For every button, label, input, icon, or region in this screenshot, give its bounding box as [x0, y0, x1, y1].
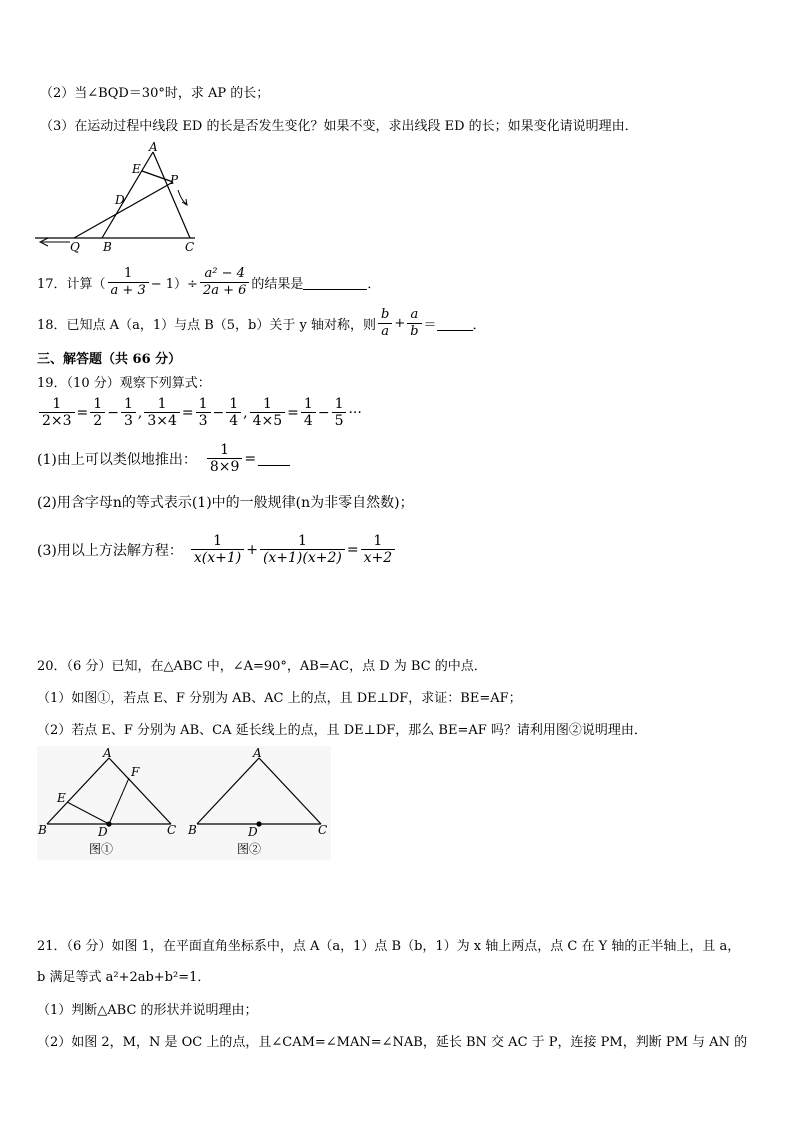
ex-frac-a: $\frac{1}{2\times 3}$	[39, 396, 75, 429]
label-b: B	[103, 240, 112, 254]
q17-end: ．	[367, 277, 381, 292]
q19-part1	[37, 442, 290, 475]
q20-part1: （1）如图①，若点 E、F 分别为 AB、AC 上的点，且 DE⊥DF，求证：BE=AF；	[37, 691, 522, 706]
f2-label-c: C	[318, 823, 328, 837]
q19-p1-text: (1)由上可以类似地推出：	[37, 451, 197, 468]
fig1-caption: 图①	[89, 842, 114, 856]
ex-minus: −	[212, 404, 225, 421]
q20-intro: 20．（6 分）已知，在△ABC 中，∠A=90°，AB=AC，点 D 为 BC 的中点．	[37, 659, 487, 674]
f1-label-c: C	[167, 823, 177, 837]
ex-minus: −	[317, 404, 330, 421]
q19-intro: 19．（10 分）观察下列算式：	[37, 376, 211, 391]
ex-frac-h: $\frac{1}{4}$	[301, 396, 316, 429]
q19-example	[37, 396, 362, 429]
ex-minus: −	[107, 404, 119, 421]
f1-label-f: F	[131, 765, 140, 779]
ex-frac-b: $\frac{1}{2}$	[90, 396, 105, 429]
f1-label-d: D	[98, 825, 108, 839]
fig2-caption: 图②	[237, 842, 262, 856]
q17-f1-num: 1	[108, 266, 149, 283]
f1-label-e: E	[57, 791, 66, 805]
q18-plus: +	[394, 316, 406, 331]
q18-answer-blank[interactable]	[437, 316, 473, 331]
ex-frac-g: $\frac{1}{4\times 5}$	[250, 396, 286, 429]
section3-title: 三、解答题（共 66 分）	[37, 352, 182, 367]
f2-label-d: D	[248, 825, 258, 839]
f2-label-b: B	[188, 823, 197, 837]
ex-frac-c: $\frac{1}{3}$	[121, 396, 136, 429]
q17-mid: − 1）÷	[150, 277, 198, 292]
ex-ellipsis: ···	[348, 404, 362, 421]
ex-frac-i: $\frac{1}{5}$	[332, 396, 347, 429]
q21-part2: （2）如图 2，M，N 是 OC 上的点，且∠CAM=∠MAN=∠NAB，延长 BN 交 AC 于 P，连接 PM，判断 PM 与 AN 的	[37, 1035, 748, 1050]
ex-frac-e: $\frac{1}{3}$	[196, 396, 211, 429]
q19-eq-frac-a: $\frac{1}{x(x+1)}$	[191, 533, 244, 566]
q17-answer-blank[interactable]	[303, 275, 367, 290]
f2-label-a: A	[253, 746, 262, 760]
q20-figures	[37, 746, 331, 860]
label-e: E	[132, 162, 141, 176]
label-d: D	[115, 193, 125, 207]
ex-eq: =	[76, 404, 89, 421]
q18-f2-num: a	[407, 307, 421, 324]
q18-f1-num: b	[378, 307, 392, 324]
label-p: P	[170, 173, 179, 187]
q18	[37, 307, 486, 340]
q19-part2: (2)用含字母n的等式表示(1)中的一般规律(n为非零自然数)；	[37, 495, 414, 511]
q19-eq-plus: +	[246, 541, 258, 558]
q17-suffix: 的结果是	[251, 277, 304, 292]
q19-p1-frac: $\frac{1}{8\times 9}$	[207, 442, 243, 475]
q17	[37, 266, 380, 299]
label-q: Q	[70, 240, 80, 254]
q19-eq-eq: =	[346, 541, 359, 558]
q19-p1-blank[interactable]	[258, 451, 290, 466]
q19-part3	[37, 533, 397, 566]
q16-part2: （2）当∠BQD＝30°时，求 AP 的长；	[40, 86, 270, 101]
q17-f1-den: a + 3	[110, 283, 146, 298]
q16-figure	[30, 140, 210, 260]
ex-sep: ,	[243, 404, 248, 421]
f1-label-a: A	[103, 746, 112, 760]
q19-p3-text: (3)用以上方法解方程：	[37, 542, 183, 559]
q20-part2: （2）若点 E、F 分别为 AB、CA 延长线上的点，且 DE⊥DF，那么 BE=AF 吗？请利用图②说明理由．	[37, 723, 647, 738]
q18-frac1	[378, 307, 392, 340]
ex-frac-f: $\frac{1}{4}$	[226, 396, 241, 429]
q18-frac2	[407, 307, 421, 340]
q18-end: ．	[472, 318, 486, 333]
q17-f2-num: a² − 4	[200, 266, 249, 283]
q21-line2: b 满足等式 a²+2ab+b²=1．	[37, 970, 211, 985]
ex-frac-d: $\frac{1}{3\times 4}$	[144, 396, 180, 429]
q18-text: 18．已知点 A（a，1）与点 B（5，b）关于 y 轴对称，则	[37, 318, 376, 333]
label-a: A	[149, 140, 158, 154]
q16-part3: （3）在运动过程中线段 ED 的长是否发生变化？如果不变，求出线段 ED 的长；如果变化请说明理由．	[40, 119, 638, 134]
q17-f2-den: 2a + 6	[202, 283, 247, 298]
ex-eq: =	[287, 404, 299, 421]
ex-eq: =	[181, 404, 194, 421]
q17-prefix: 17．计算（	[37, 277, 106, 292]
label-c: C	[185, 240, 195, 254]
q18-f1-den: a	[381, 324, 390, 339]
f1-label-b: B	[38, 823, 47, 837]
q19-eq-frac-c: $\frac{1}{x+2}$	[361, 533, 396, 566]
q17-frac2	[200, 266, 249, 299]
q19-p1-eq: =	[244, 450, 257, 467]
q18-f2-den: b	[410, 324, 419, 339]
ex-sep: ,	[137, 404, 143, 421]
q17-frac1	[108, 266, 149, 299]
q21-line1: 21．（6 分）如图 1，在平面直角坐标系中，点 A（a，1）点 B（b，1）为 x 轴上两点，点 C 在 Y 轴的正半轴上，且 a，	[37, 939, 741, 954]
q18-equals: ＝	[423, 318, 437, 333]
q21-part1: （1）判断△ABC 的形状并说明理由；	[37, 1003, 258, 1018]
q19-eq-frac-b: $\frac{1}{(x+1)(x+2)}$	[260, 533, 345, 566]
